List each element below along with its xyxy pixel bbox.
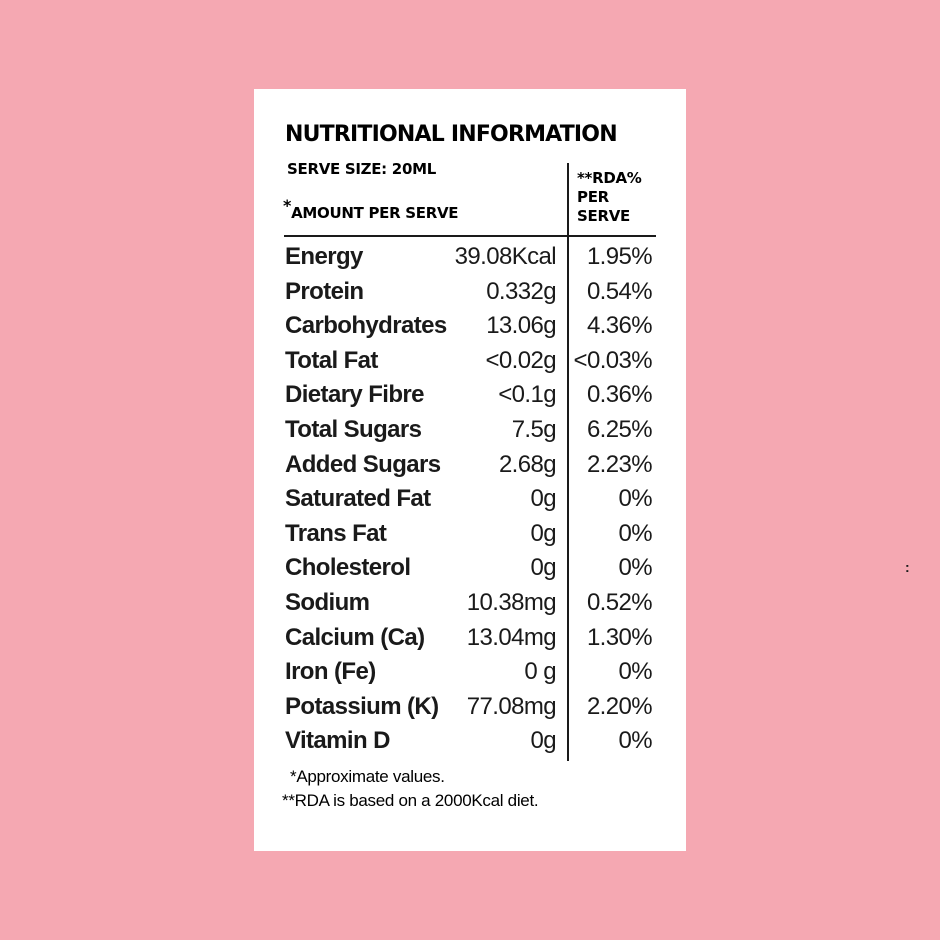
nutrient-row xyxy=(254,658,686,693)
nutrient-rda: 0% xyxy=(618,658,652,686)
nutrient-rda: 0% xyxy=(618,485,652,513)
rda-header-line3: SERVE xyxy=(577,207,630,225)
nutrient-rda: 1.30% xyxy=(586,623,652,651)
nutrient-amount: <0.02g xyxy=(485,346,556,374)
nutrient-amount: 0g xyxy=(530,485,556,513)
nutrient-rda: 0% xyxy=(618,727,652,755)
nutrient-amount: 10.38mg xyxy=(466,588,556,616)
nutrient-table xyxy=(254,243,686,762)
nutrient-rda: 1.95% xyxy=(586,243,652,270)
nutrient-rda: 0.54% xyxy=(586,277,652,305)
nutrient-name: Total Fat xyxy=(285,346,378,374)
amount-header-text: AMOUNT PER SERVE xyxy=(291,204,459,222)
nutrient-amount: 2.68g xyxy=(498,450,556,478)
nutrient-rda: <0.03% xyxy=(573,346,652,374)
nutrient-name: Energy xyxy=(285,243,363,270)
amount-footnote-marker: * xyxy=(283,196,292,215)
serve-size: SERVE SIZE: 20ML xyxy=(287,160,436,178)
nutrient-row xyxy=(254,278,686,313)
nutrient-name: Protein xyxy=(285,277,364,305)
nutrient-amount: 0g xyxy=(530,519,556,547)
nutrient-row xyxy=(254,381,686,416)
side-mark: : xyxy=(905,559,910,575)
nutrient-rda: 2.23% xyxy=(586,450,652,478)
nutrient-row xyxy=(254,485,686,520)
nutrient-rda: 0.36% xyxy=(586,381,652,409)
nutrient-rda: 0% xyxy=(618,554,652,582)
nutrient-rda: 0% xyxy=(618,519,652,547)
nutrient-name: Carbohydrates xyxy=(285,312,447,340)
nutrient-name: Total Sugars xyxy=(285,415,422,443)
label-title: NUTRITIONAL INFORMATION xyxy=(285,122,617,147)
nutrient-amount: 0.332g xyxy=(486,277,556,305)
nutrient-amount: 0g xyxy=(530,727,556,755)
nutrient-rda: 6.25% xyxy=(586,415,652,443)
nutrient-row xyxy=(254,312,686,347)
nutrient-row xyxy=(254,347,686,382)
nutrient-rda: 4.36% xyxy=(586,312,652,340)
rda-header xyxy=(577,169,642,226)
nutrient-name: Trans Fat xyxy=(285,519,387,547)
nutrient-name: Sodium xyxy=(285,588,370,616)
nutrient-rda: 0.52% xyxy=(586,588,652,616)
nutrient-name: Cholesterol xyxy=(285,554,411,582)
nutrient-amount: 0g xyxy=(530,554,556,582)
footnote-approximate: *Approximate values. xyxy=(290,767,445,786)
header-divider xyxy=(284,235,656,237)
nutrient-row xyxy=(254,554,686,589)
nutrient-row xyxy=(254,624,686,659)
nutrient-row xyxy=(254,243,686,278)
amount-per-serve-header xyxy=(283,196,459,222)
nutrient-amount: 13.06g xyxy=(486,312,556,340)
nutrient-rda: 2.20% xyxy=(586,692,652,720)
nutrition-label xyxy=(254,89,686,851)
nutrient-name: Vitamin D xyxy=(285,727,390,755)
nutrient-amount: <0.1g xyxy=(498,381,556,409)
nutrient-amount: 0 g xyxy=(524,658,556,686)
nutrient-amount: 7.5g xyxy=(511,415,556,443)
nutrient-row xyxy=(254,727,686,762)
nutrient-name: Calcium (Ca) xyxy=(285,623,425,651)
rda-header-line2: PER xyxy=(577,188,609,206)
nutrient-name: Saturated Fat xyxy=(285,485,431,513)
nutrient-row xyxy=(254,520,686,555)
nutrient-amount: 13.04mg xyxy=(466,623,556,651)
footnote-rda: **RDA is based on a 2000Kcal diet. xyxy=(282,791,539,810)
nutrient-row xyxy=(254,693,686,728)
nutrient-name: Added Sugars xyxy=(285,450,441,478)
nutrient-name: Potassium (K) xyxy=(285,692,439,720)
nutrient-amount: 77.08mg xyxy=(466,692,556,720)
nutrient-row xyxy=(254,589,686,624)
nutrient-name: Dietary Fibre xyxy=(285,381,424,409)
nutrient-name: Iron (Fe) xyxy=(285,658,376,686)
nutrient-row xyxy=(254,451,686,486)
nutrient-amount: 39.08Kcal xyxy=(454,243,556,270)
rda-header-line1: **RDA% xyxy=(577,169,642,187)
nutrient-row xyxy=(254,416,686,451)
